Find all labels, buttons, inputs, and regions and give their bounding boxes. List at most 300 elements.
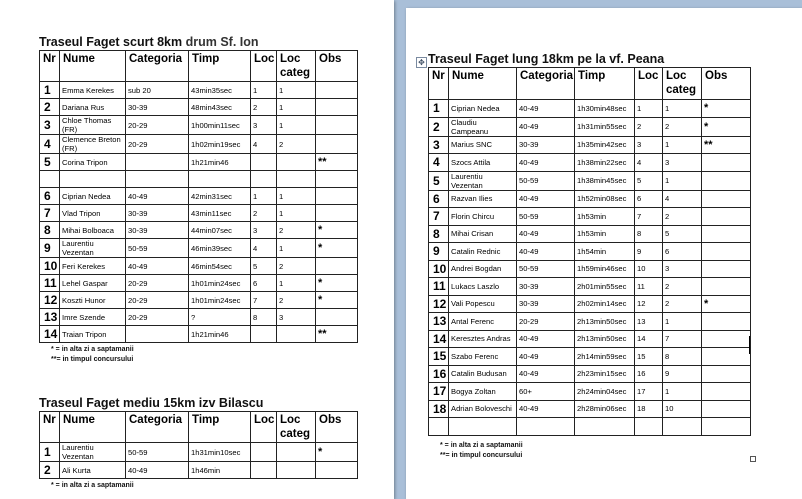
header-nume: Nume bbox=[60, 51, 126, 82]
cell-categoria: 50-59 bbox=[517, 208, 575, 226]
header-loc: Loc bbox=[251, 51, 277, 82]
cell-obs: * bbox=[316, 275, 358, 292]
cell-categoria: 20-29 bbox=[126, 275, 189, 292]
cell-nr: 7 bbox=[429, 208, 449, 226]
cell-loc: 4 bbox=[251, 135, 277, 154]
header-row bbox=[40, 51, 358, 82]
cell-nume: Clemence Breton (FR) bbox=[60, 135, 126, 154]
cell-nr: 5 bbox=[429, 171, 449, 190]
cell-loc-categ: 5 bbox=[663, 225, 702, 243]
cell-nume: Vali Popescu bbox=[449, 295, 517, 313]
cell-nr: 13 bbox=[429, 313, 449, 331]
cell-loc-categ: 1 bbox=[663, 313, 702, 331]
cell-obs bbox=[316, 462, 358, 479]
cell-loc: 3 bbox=[251, 222, 277, 239]
cell-nr: 4 bbox=[40, 135, 60, 154]
cell-loc-categ bbox=[663, 418, 702, 436]
table-row bbox=[40, 222, 358, 239]
table-row bbox=[40, 135, 358, 154]
cell-loc: 2 bbox=[251, 99, 277, 116]
cell-obs bbox=[316, 309, 358, 326]
cell-loc-categ: 1 bbox=[277, 239, 316, 258]
cell-obs: ** bbox=[316, 154, 358, 171]
header-categoria: Categoria bbox=[126, 51, 189, 82]
cell-nume: Mihai Crisan bbox=[449, 225, 517, 243]
cell-loc: 13 bbox=[635, 313, 663, 331]
cell-loc-categ: 4 bbox=[663, 190, 702, 208]
cell-obs bbox=[702, 418, 751, 436]
cell-nr: 13 bbox=[40, 309, 60, 326]
table-row bbox=[429, 117, 751, 136]
cell-nr: 5 bbox=[40, 154, 60, 171]
header-loc-categ: Loc categ bbox=[277, 51, 316, 82]
cell-timp: 2h24min04sec bbox=[575, 383, 635, 401]
cell-obs: * bbox=[702, 100, 751, 118]
cell-categoria: 20-29 bbox=[126, 135, 189, 154]
cell-loc: 5 bbox=[251, 258, 277, 275]
cell-obs bbox=[702, 400, 751, 418]
cell-loc-categ: 10 bbox=[663, 400, 702, 418]
cell-nr: 1 bbox=[429, 100, 449, 118]
cell-categoria: 40-49 bbox=[126, 258, 189, 275]
cell-categoria: 40-49 bbox=[517, 154, 575, 172]
cell-obs bbox=[702, 190, 751, 208]
cell-timp: 43min11sec bbox=[189, 205, 251, 222]
table-row bbox=[429, 330, 751, 348]
cell-categoria: 30-39 bbox=[126, 205, 189, 222]
cell-nume: Marius SNC bbox=[449, 136, 517, 154]
cell-timp: 1h31min55sec bbox=[575, 117, 635, 136]
table-row bbox=[40, 205, 358, 222]
table-row bbox=[429, 100, 751, 118]
cell-categoria: 40-49 bbox=[517, 117, 575, 136]
cell-timp: 1h38min45sec bbox=[575, 171, 635, 190]
cell-timp: 42min31sec bbox=[189, 188, 251, 205]
cell-nume: Vlad Tripon bbox=[60, 205, 126, 222]
table-row bbox=[40, 116, 358, 135]
table-row bbox=[429, 295, 751, 313]
table-row bbox=[40, 82, 358, 99]
cell-categoria: 60+ bbox=[517, 383, 575, 401]
cell-loc bbox=[251, 326, 277, 343]
cell-nr: 2 bbox=[40, 462, 60, 479]
cell-obs bbox=[316, 116, 358, 135]
cell-nume: Claudiu Campeanu bbox=[449, 117, 517, 136]
header-nume: Nume bbox=[60, 412, 126, 443]
cell-timp: 1h02min19sec bbox=[189, 135, 251, 154]
cell-timp: 46min39sec bbox=[189, 239, 251, 258]
header-categoria: Categoria bbox=[517, 68, 575, 100]
cell-categoria: 40-49 bbox=[517, 400, 575, 418]
cell-timp: 2h13min50sec bbox=[575, 330, 635, 348]
text-cursor bbox=[749, 336, 750, 354]
cell-loc-categ: 2 bbox=[663, 117, 702, 136]
cell-categoria: 30-39 bbox=[126, 99, 189, 116]
cell-obs bbox=[702, 365, 751, 383]
header-nr: Nr bbox=[40, 51, 60, 82]
cell-loc bbox=[251, 171, 277, 188]
cell-obs bbox=[316, 82, 358, 99]
table-row bbox=[429, 171, 751, 190]
cell-timp bbox=[189, 171, 251, 188]
cell-timp: 1h53min bbox=[575, 225, 635, 243]
cell-loc: 17 bbox=[635, 383, 663, 401]
cell-timp: 1h01min24sec bbox=[189, 275, 251, 292]
cell-nr: 3 bbox=[40, 116, 60, 135]
cell-nr: 8 bbox=[429, 225, 449, 243]
cell-obs bbox=[316, 258, 358, 275]
cell-loc-categ: 3 bbox=[277, 309, 316, 326]
cell-nr: 10 bbox=[429, 260, 449, 278]
cell-nume: Szabo Ferenc bbox=[449, 348, 517, 366]
cell-categoria bbox=[126, 326, 189, 343]
cell-nume: Szocs Attila bbox=[449, 154, 517, 172]
cell-nr: 9 bbox=[40, 239, 60, 258]
cell-timp: 2h28min06sec bbox=[575, 400, 635, 418]
cell-loc: 6 bbox=[251, 275, 277, 292]
cell-obs bbox=[702, 171, 751, 190]
table-row bbox=[40, 188, 358, 205]
legend-line-1: * = in alta zi a saptamanii bbox=[51, 346, 134, 353]
table-row bbox=[40, 292, 358, 309]
cell-nume: Catalin Rednic bbox=[449, 243, 517, 261]
table-row bbox=[429, 313, 751, 331]
cell-loc-categ: 2 bbox=[277, 135, 316, 154]
cell-timp: 44min07sec bbox=[189, 222, 251, 239]
cell-loc: 1 bbox=[635, 100, 663, 118]
cell-loc-categ: 1 bbox=[663, 100, 702, 118]
header-obs: Obs bbox=[316, 51, 358, 82]
table-row bbox=[429, 190, 751, 208]
cell-nume: Laurentiu Vezentan bbox=[449, 171, 517, 190]
cell-timp: 1h30min48sec bbox=[575, 100, 635, 118]
cell-obs bbox=[702, 243, 751, 261]
cell-loc: 4 bbox=[635, 154, 663, 172]
cell-loc-categ: 2 bbox=[277, 258, 316, 275]
cell-loc: 6 bbox=[635, 190, 663, 208]
table-row bbox=[429, 348, 751, 366]
legend-line-2: **= in timpul concursului bbox=[51, 356, 134, 363]
header-timp: Timp bbox=[189, 51, 251, 82]
cell-obs bbox=[702, 208, 751, 226]
cell-loc: 1 bbox=[251, 188, 277, 205]
cell-nume: Florin Chircu bbox=[449, 208, 517, 226]
table-row bbox=[429, 208, 751, 226]
cell-timp: 48min43sec bbox=[189, 99, 251, 116]
cell-categoria: 40-49 bbox=[126, 188, 189, 205]
cell-nr: 10 bbox=[40, 258, 60, 275]
cell-nume: Catalin Budusan bbox=[449, 365, 517, 383]
table-row bbox=[429, 418, 751, 436]
cell-nr: 2 bbox=[40, 99, 60, 116]
cell-nr: 1 bbox=[40, 443, 60, 462]
section-title: Traseul Faget mediu 15km izv Bilascu bbox=[39, 396, 264, 410]
cell-nume: Ciprian Nedea bbox=[449, 100, 517, 118]
cell-categoria: 30-39 bbox=[517, 295, 575, 313]
cell-nume: Ali Kurta bbox=[60, 462, 126, 479]
cell-obs: * bbox=[702, 295, 751, 313]
cell-timp: 43min35sec bbox=[189, 82, 251, 99]
cell-loc: 11 bbox=[635, 278, 663, 296]
table-row bbox=[429, 243, 751, 261]
cell-obs bbox=[702, 278, 751, 296]
table-row bbox=[40, 258, 358, 275]
cell-categoria: 40-49 bbox=[517, 190, 575, 208]
cell-timp: 2h23min15sec bbox=[575, 365, 635, 383]
cell-obs bbox=[316, 99, 358, 116]
cell-categoria: 40-49 bbox=[517, 365, 575, 383]
cell-obs: ** bbox=[316, 326, 358, 343]
cell-nume: Bogya Zoltan bbox=[449, 383, 517, 401]
cell-loc: 2 bbox=[635, 117, 663, 136]
legend bbox=[428, 441, 751, 461]
cell-nr: 8 bbox=[40, 222, 60, 239]
cell-timp: 1h35min42sec bbox=[575, 136, 635, 154]
cell-loc bbox=[251, 154, 277, 171]
cell-nume: Lukacs Laszlo bbox=[449, 278, 517, 296]
cell-nr bbox=[429, 418, 449, 436]
cell-loc-categ bbox=[277, 462, 316, 479]
cell-obs bbox=[702, 154, 751, 172]
cell-nume: Razvan Ilies bbox=[449, 190, 517, 208]
cell-loc-categ: 1 bbox=[277, 99, 316, 116]
legend-line-1: * = in alta zi a saptamanii bbox=[440, 441, 523, 449]
cell-nr: 12 bbox=[429, 295, 449, 313]
cell-categoria: 50-59 bbox=[517, 171, 575, 190]
cell-loc-categ: 1 bbox=[663, 136, 702, 154]
cell-categoria: 40-49 bbox=[517, 243, 575, 261]
cell-nume: Mihai Bolboaca bbox=[60, 222, 126, 239]
cell-loc: 18 bbox=[635, 400, 663, 418]
cell-categoria: 30-39 bbox=[517, 278, 575, 296]
cell-nume: Imre Szende bbox=[60, 309, 126, 326]
cell-timp: 1h21min46 bbox=[189, 326, 251, 343]
cell-obs: * bbox=[316, 222, 358, 239]
table-row bbox=[429, 365, 751, 383]
cell-timp: 46min54sec bbox=[189, 258, 251, 275]
cell-categoria bbox=[126, 171, 189, 188]
cell-nume: Keresztes Andras bbox=[449, 330, 517, 348]
cell-nume: Lehel Gaspar bbox=[60, 275, 126, 292]
cell-nr: 15 bbox=[429, 348, 449, 366]
cell-loc-categ: 2 bbox=[277, 292, 316, 309]
cell-loc-categ: 2 bbox=[663, 295, 702, 313]
cell-categoria: 40-49 bbox=[517, 225, 575, 243]
cell-loc: 1 bbox=[251, 82, 277, 99]
cell-timp: 1h59min46sec bbox=[575, 260, 635, 278]
cell-nr: 16 bbox=[429, 365, 449, 383]
header-timp: Timp bbox=[189, 412, 251, 443]
document-page-right bbox=[406, 8, 802, 499]
cell-loc bbox=[251, 443, 277, 462]
table-row bbox=[40, 239, 358, 258]
cell-nume: Traian Tripon bbox=[60, 326, 126, 343]
header-loc-categ: Loc categ bbox=[663, 68, 702, 100]
cell-obs bbox=[702, 313, 751, 331]
cell-loc-categ: 9 bbox=[663, 365, 702, 383]
cell-nume: Adrian Boloveschi bbox=[449, 400, 517, 418]
cell-nume: Corina Tripon bbox=[60, 154, 126, 171]
cell-timp: 1h00min11sec bbox=[189, 116, 251, 135]
table-row bbox=[40, 443, 358, 462]
cell-nr: 11 bbox=[40, 275, 60, 292]
table-row bbox=[429, 225, 751, 243]
header-loc: Loc bbox=[251, 412, 277, 443]
cell-nume: Dariana Rus bbox=[60, 99, 126, 116]
cell-obs bbox=[702, 260, 751, 278]
cell-loc: 8 bbox=[251, 309, 277, 326]
cell-obs bbox=[702, 348, 751, 366]
title-main: Traseul Faget scurt 8km bbox=[39, 35, 183, 49]
cell-nume: Andrei Bogdan bbox=[449, 260, 517, 278]
section-title bbox=[39, 35, 358, 50]
cell-nume: Antal Ferenc bbox=[449, 313, 517, 331]
cell-timp bbox=[575, 418, 635, 436]
cell-loc-categ bbox=[277, 443, 316, 462]
cell-timp: 2h14min59sec bbox=[575, 348, 635, 366]
cell-timp: 1h52min08sec bbox=[575, 190, 635, 208]
cell-loc: 12 bbox=[635, 295, 663, 313]
cell-loc: 15 bbox=[635, 348, 663, 366]
header-loc-categ: Loc categ bbox=[277, 412, 316, 443]
cell-nr: 6 bbox=[429, 190, 449, 208]
table-row bbox=[429, 383, 751, 401]
cell-nume: Koszti Hunor bbox=[60, 292, 126, 309]
cell-obs bbox=[316, 135, 358, 154]
cell-loc: 9 bbox=[635, 243, 663, 261]
cell-loc-categ: 1 bbox=[277, 188, 316, 205]
cell-timp: 2h02min14sec bbox=[575, 295, 635, 313]
cell-categoria: 30-39 bbox=[126, 222, 189, 239]
cell-obs: * bbox=[702, 117, 751, 136]
cell-nr: 12 bbox=[40, 292, 60, 309]
header-categoria: Categoria bbox=[126, 412, 189, 443]
table-row bbox=[429, 136, 751, 154]
table-move-handle-icon[interactable]: ✥ bbox=[416, 57, 427, 68]
header-row bbox=[429, 68, 751, 100]
cell-categoria: 50-59 bbox=[126, 443, 189, 462]
table-resize-handle-icon[interactable] bbox=[750, 456, 756, 462]
cell-nr: 14 bbox=[429, 330, 449, 348]
section-traseu-scurt bbox=[39, 35, 358, 365]
cell-loc bbox=[635, 418, 663, 436]
cell-nume: Emma Kerekes bbox=[60, 82, 126, 99]
cell-timp: 1h21min46 bbox=[189, 154, 251, 171]
cell-categoria bbox=[517, 418, 575, 436]
header-nr: Nr bbox=[429, 68, 449, 100]
table-row bbox=[40, 275, 358, 292]
table-row bbox=[429, 260, 751, 278]
cell-timp: 1h31min10sec bbox=[189, 443, 251, 462]
header-nr: Nr bbox=[40, 412, 60, 443]
cell-loc: 10 bbox=[635, 260, 663, 278]
table-row bbox=[40, 154, 358, 171]
cell-obs bbox=[702, 383, 751, 401]
cell-nr bbox=[40, 171, 60, 188]
cell-categoria: 20-29 bbox=[126, 292, 189, 309]
cell-loc-categ: 1 bbox=[277, 275, 316, 292]
cell-loc-categ: 1 bbox=[663, 383, 702, 401]
cell-obs: * bbox=[316, 239, 358, 258]
cell-categoria: sub 20 bbox=[126, 82, 189, 99]
cell-timp: 1h01min24sec bbox=[189, 292, 251, 309]
cell-nr: 1 bbox=[40, 82, 60, 99]
cell-obs bbox=[316, 205, 358, 222]
cell-nume bbox=[449, 418, 517, 436]
cell-loc: 7 bbox=[635, 208, 663, 226]
cell-loc: 5 bbox=[635, 171, 663, 190]
cell-loc-categ: 1 bbox=[663, 171, 702, 190]
cell-timp: 1h53min bbox=[575, 208, 635, 226]
cell-loc: 2 bbox=[251, 205, 277, 222]
cell-loc-categ: 2 bbox=[663, 208, 702, 226]
cell-nr: 3 bbox=[429, 136, 449, 154]
cell-loc: 3 bbox=[251, 116, 277, 135]
cell-categoria: 40-49 bbox=[517, 348, 575, 366]
cell-nume: Laurentiu Vezentan bbox=[60, 443, 126, 462]
header-obs: Obs bbox=[316, 412, 358, 443]
cell-loc: 4 bbox=[251, 239, 277, 258]
document-page-left bbox=[0, 0, 394, 499]
cell-nr: 6 bbox=[40, 188, 60, 205]
cell-loc-categ: 7 bbox=[663, 330, 702, 348]
legend-line-2: **= in timpul concursului bbox=[440, 451, 523, 459]
cell-categoria: 20-29 bbox=[517, 313, 575, 331]
cell-obs bbox=[316, 171, 358, 188]
cell-loc: 8 bbox=[635, 225, 663, 243]
cell-loc: 16 bbox=[635, 365, 663, 383]
cell-obs: * bbox=[316, 443, 358, 462]
cell-nume: Laurentiu Vezentan bbox=[60, 239, 126, 258]
cell-categoria: 40-49 bbox=[517, 100, 575, 118]
table-row bbox=[40, 326, 358, 343]
cell-loc: 14 bbox=[635, 330, 663, 348]
cell-loc-categ: 2 bbox=[277, 222, 316, 239]
cell-nume bbox=[60, 171, 126, 188]
title-suffix: drum Sf. Ion bbox=[185, 35, 259, 49]
cell-loc-categ bbox=[277, 326, 316, 343]
table-row bbox=[40, 99, 358, 116]
cell-categoria: 30-39 bbox=[517, 136, 575, 154]
cell-loc: 3 bbox=[635, 136, 663, 154]
cell-loc-categ: 1 bbox=[277, 205, 316, 222]
cell-obs: ** bbox=[702, 136, 751, 154]
section-traseu-mediu bbox=[39, 396, 358, 491]
results-table bbox=[39, 50, 358, 343]
header-loc: Loc bbox=[635, 68, 663, 100]
legend bbox=[39, 345, 358, 365]
cell-categoria: 50-59 bbox=[126, 239, 189, 258]
cell-nr: 18 bbox=[429, 400, 449, 418]
cell-obs bbox=[702, 225, 751, 243]
table-row bbox=[429, 278, 751, 296]
section-title: Traseul Faget lung 18km pe la vf. Peana bbox=[428, 52, 665, 66]
cell-loc: 7 bbox=[251, 292, 277, 309]
cell-obs bbox=[316, 188, 358, 205]
legend-line-1: * = in alta zi a saptamanii bbox=[51, 482, 134, 489]
cell-timp: 1h46min bbox=[189, 462, 251, 479]
table-row bbox=[429, 154, 751, 172]
cell-loc bbox=[251, 462, 277, 479]
cell-timp: 2h01min55sec bbox=[575, 278, 635, 296]
legend bbox=[39, 481, 358, 491]
cell-timp: 1h54min bbox=[575, 243, 635, 261]
cell-nr: 2 bbox=[429, 117, 449, 136]
cell-obs: * bbox=[316, 292, 358, 309]
cell-loc-categ: 3 bbox=[663, 260, 702, 278]
cell-nr: 4 bbox=[429, 154, 449, 172]
cell-timp: 2h13min50sec bbox=[575, 313, 635, 331]
